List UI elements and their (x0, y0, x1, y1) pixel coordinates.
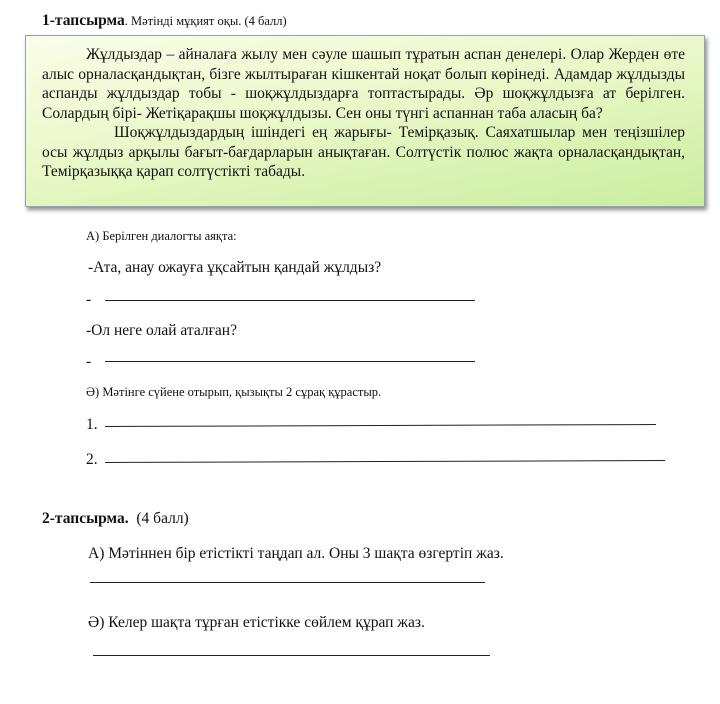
part-a-label: А) Берілген диалогты аяқта: (86, 229, 237, 243)
answer-dash-2: - (86, 353, 92, 370)
dialog-question-1: -Ата, анау ожауға ұқсайтын қандай жұлдыз? (88, 259, 382, 276)
question-number-1: 1. (86, 416, 98, 433)
reading-text-box (25, 35, 705, 207)
task2-points: (4 балл) (136, 510, 189, 527)
dialog-question-2: -Ол неге олай аталған? (86, 322, 237, 339)
task2-part-b: Ә) Келер шақта тұрған етістікке сөйлем құрап жаз. (88, 614, 425, 631)
task2-title: 2-тапсырма. (42, 510, 129, 527)
reading-paragraph-2: Шоқжұлдыздардың ішіндегі ең жарығы- Темірқазық. Саяхатшылар мен теңізшілер осы жұлдыз арқылы бағыт-бағдарларын анықтаған. Солтүстік полюс жақта орналасқандықтан, Темірқазыққа қарап солтүстікті табады. (42, 124, 685, 180)
task1-title: 1-тапсырма (42, 12, 125, 29)
question-line-2[interactable] (105, 460, 665, 463)
answer-line-1[interactable] (105, 300, 475, 301)
task2-answer-line-b[interactable] (93, 655, 490, 656)
task2-heading (42, 510, 189, 528)
task1-heading (42, 12, 287, 30)
task1-instruction: . Мәтінді мұқият оқы. (4 балл) (124, 14, 287, 28)
question-number-2: 2. (86, 451, 98, 468)
answer-line-2[interactable] (105, 361, 475, 362)
part-b-label: Ә) Мәтінге сүйене отырып, қызықты 2 сұрақ құрастыр. (86, 385, 382, 399)
question-line-1[interactable] (105, 424, 656, 427)
task2-answer-line-a[interactable] (90, 582, 485, 583)
reading-paragraph-1: Жұлдыздар – айналаға жылу мен сәуле шашып тұратын аспан денелері. Олар Жерден өте алыс орналасқандықтан, бізге жылтыраған кішкентай ноқат болып көрінеді. Адамдар жұлдызды аспанды жұлдыздар тобы - шоқжұлдыздарға топтастырады. Әр шоқжұлдызға ат берілген. Солардың бірі- Жетіқарақшы шоқжұлдызы. Сен оны түнгі аспаннан таба аласың ба? (42, 46, 685, 122)
task2-part-a: А) Мәтіннен бір етістікті таңдап ал. Оны 3 шақта өзгертіп жаз. (88, 545, 504, 562)
answer-dash-1: - (86, 291, 92, 308)
